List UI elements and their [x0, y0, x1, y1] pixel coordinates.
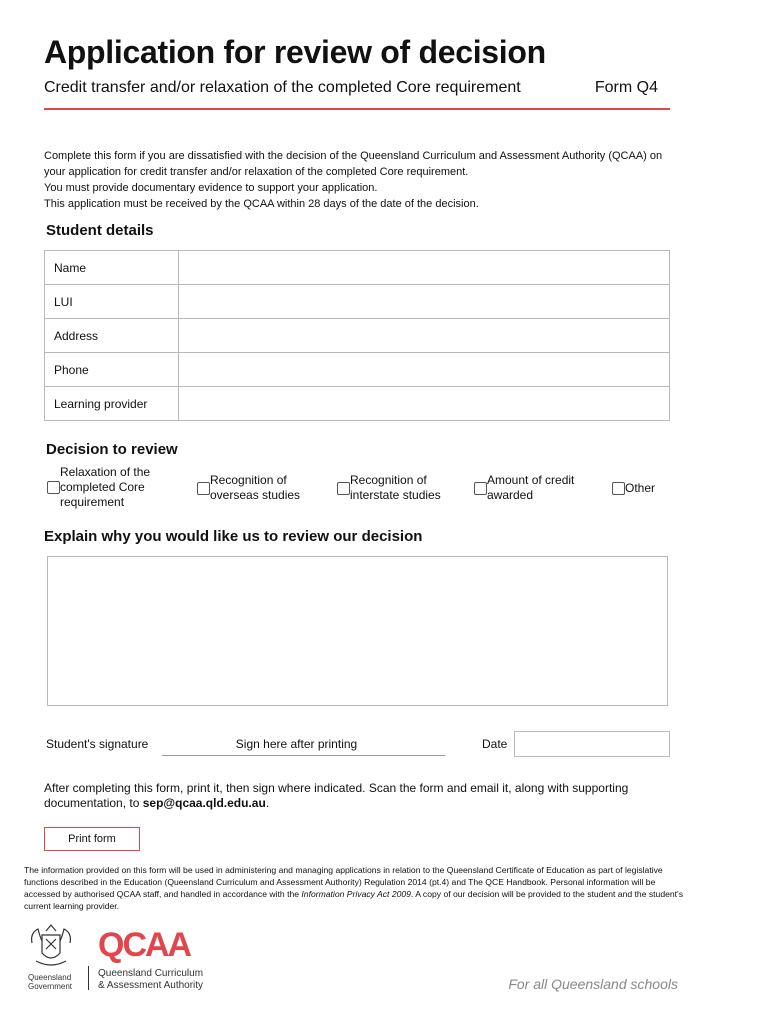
overseas-label: Recognition of overseas studies — [210, 473, 301, 502]
option-interstate-studies[interactable] — [337, 473, 441, 503]
relaxation-checkbox[interactable] — [47, 481, 60, 494]
logo-divider — [88, 966, 89, 990]
header-divider — [44, 108, 670, 110]
gov-line-2: Government — [28, 982, 73, 991]
signature-label: Student's signature — [46, 737, 149, 751]
explain-heading: Explain why you would like us to review our decision — [44, 528, 423, 545]
page-title: Application for review of decision — [44, 34, 546, 70]
amount-credit-checkbox[interactable] — [474, 482, 487, 495]
qcaa-wordmark — [98, 968, 203, 992]
page-subtitle: Credit transfer and/or relaxation of the completed Core requirement — [44, 79, 521, 96]
instructions-text: After completing this form, print it, then sign where indicated. Scan the form and email it, along with supporting documentation, to — [44, 781, 629, 810]
learning-provider-label: Learning provider — [45, 387, 179, 421]
option-overseas-studies[interactable] — [197, 473, 300, 503]
lui-field[interactable] — [179, 285, 670, 319]
submission-email[interactable]: sep@qcaa.qld.edu.au — [142, 796, 266, 810]
phone-label: Phone — [45, 353, 179, 387]
option-other[interactable] — [612, 481, 655, 496]
instructions-end: . — [265, 796, 270, 810]
option-amount-of-credit[interactable] — [474, 473, 574, 503]
form-code: Form Q4 — [594, 79, 658, 96]
phone-field[interactable] — [179, 353, 670, 387]
table-row — [45, 285, 670, 319]
name-field[interactable] — [179, 251, 670, 285]
decision-heading: Decision to review — [46, 441, 178, 458]
qcaa-logo: QCAA — [98, 926, 191, 964]
interstate-checkbox[interactable] — [337, 482, 350, 495]
intro-paragraph-2: You must provide documentary evidence to support your application. — [44, 182, 378, 194]
qcaa-line-1: Queensland Curriculum — [98, 968, 204, 979]
table-row — [45, 353, 670, 387]
other-label: Other — [625, 481, 656, 495]
lui-label: LUI — [45, 285, 179, 319]
name-label: Name — [45, 251, 179, 285]
table-row — [45, 251, 670, 285]
option-relaxation-core[interactable] — [47, 465, 150, 510]
qcaa-line-2: & Assessment Authority — [98, 980, 204, 991]
intro-paragraph-3: This application must be received by the QCAA within 28 days of the date of the decision. — [44, 198, 479, 210]
date-field[interactable] — [514, 731, 670, 757]
signature-line — [162, 755, 445, 756]
other-checkbox[interactable] — [612, 482, 625, 495]
student-details-table — [44, 250, 670, 421]
date-label: Date — [482, 737, 508, 751]
address-label: Address — [45, 319, 179, 353]
submission-instructions — [44, 781, 674, 811]
amount-credit-label: Amount of credit awarded — [487, 473, 575, 502]
privacy-notice — [24, 864, 684, 912]
table-row — [45, 319, 670, 353]
student-details-heading: Student details — [46, 222, 154, 239]
gov-line-1: Queensland — [28, 973, 72, 982]
overseas-checkbox[interactable] — [197, 482, 210, 495]
privacy-act: Information Privacy Act 2009 — [301, 889, 411, 899]
queensland-crest-icon — [24, 921, 78, 973]
intro-paragraph-1: Complete this form if you are dissatisfied with the decision of the Queensland Curriculum and Assessment Authority (QCAA) on your application for credit transfer and/or relaxation of the completed Core requirement. — [44, 150, 663, 178]
footer-tagline: For all Queensland schools — [508, 976, 678, 992]
learning-provider-field[interactable] — [179, 387, 670, 421]
print-form-button[interactable]: Print form — [44, 827, 140, 851]
government-wordmark — [28, 973, 72, 991]
privacy-text-end: . A copy of our decision will be provided to the student and the student's current learning provider. — [24, 889, 683, 911]
interstate-label: Recognition of interstate studies — [350, 473, 441, 502]
signature-hint: Sign here after printing — [235, 737, 358, 751]
table-row — [45, 387, 670, 421]
relaxation-label: Relaxation of the completed Core requirement — [60, 465, 151, 509]
privacy-text: The information provided on this form will be used in administering and managing applications in relation to the Queensland Certificate of Education as part of legislative functions described in the Education (Queensland Curriculum and Assessment Authority) Regulation 2014 (pt.4) and The QCE Handbook. Personal information will be accessed by authorised QCAA staff, and handled in accordance with the — [24, 865, 663, 899]
address-field[interactable] — [179, 319, 670, 353]
explain-textarea[interactable] — [47, 556, 668, 706]
intro-text — [44, 148, 674, 212]
